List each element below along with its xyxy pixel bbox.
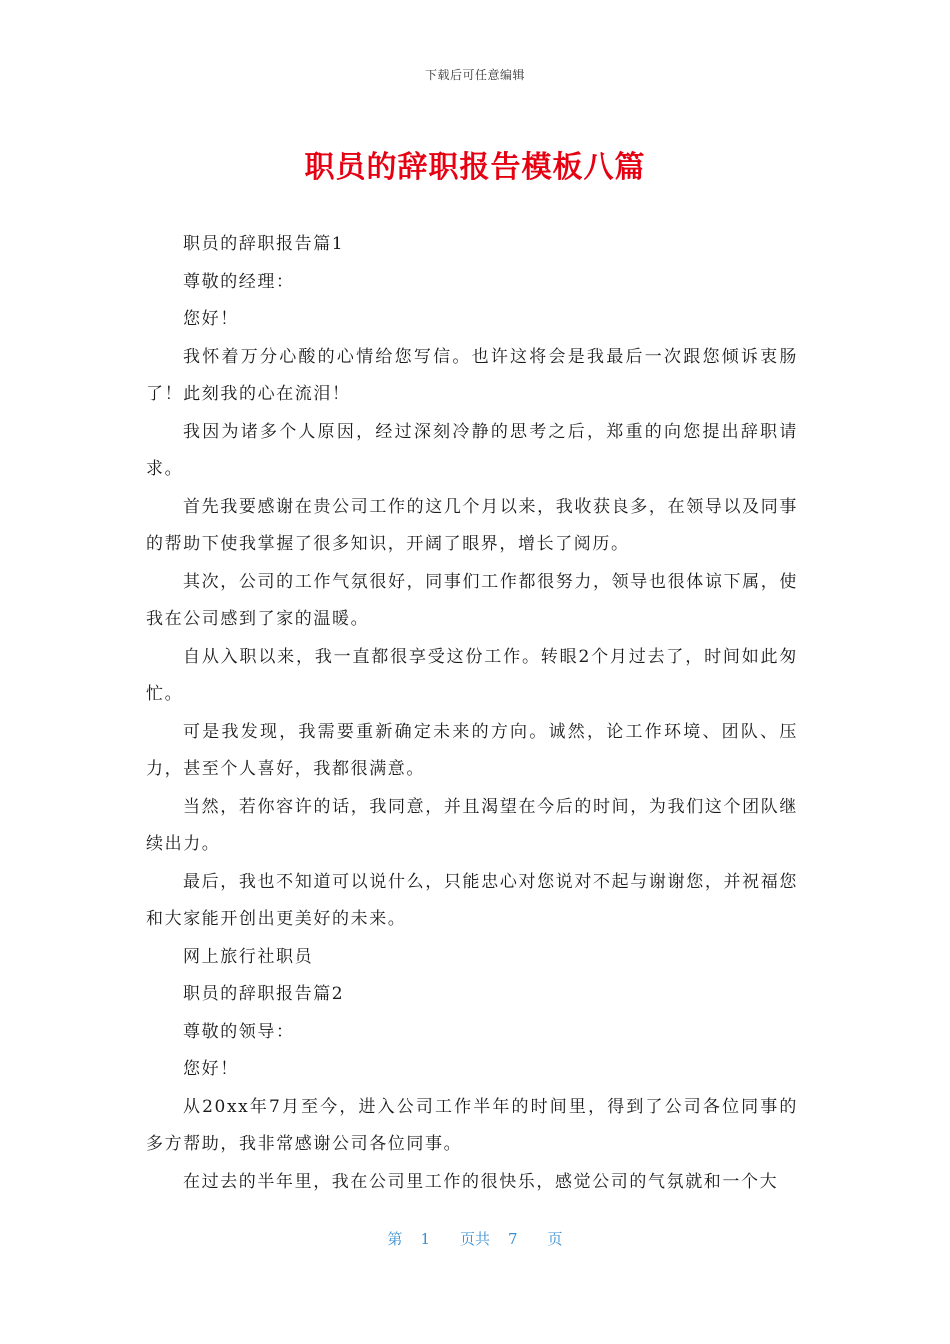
document-body: [146, 226, 798, 1201]
body-paragraph: 其次，公司的工作气氛很好，同事们工作都很努力，领导也很体谅下属，使我在公司感到了家的温暖。: [146, 571, 798, 629]
body-paragraph: 当然，若你容许的话，我同意，并且渴望在今后的时间，为我们这个团队继续出力。: [146, 796, 798, 854]
page-label-prefix: 第: [387, 1230, 403, 1248]
section-heading-2: 职员的辞职报告篇2: [183, 984, 345, 1004]
greeting: 您好！: [183, 1059, 239, 1079]
salutation: 尊敬的领导：: [183, 1021, 295, 1042]
body-paragraph: 首先我要感谢在贵公司工作的这几个月以来，我收获良多，在领导以及同事的帮助下使我掌握了很多知识，开阔了眼界，增长了阅历。: [146, 496, 798, 554]
body-paragraph: 自从入职以来，我一直都很享受这份工作。转眼2个月过去了，时间如此匆忙。: [146, 646, 798, 704]
document-title: 职员的辞职报告模板八篇: [304, 150, 646, 185]
current-page-number: 1: [420, 1230, 430, 1248]
body-paragraph: 我怀着万分心酸的心情给您写信。也许这将会是我最后一次跟您倾诉衷肠了！此刻我的心在流泪！: [146, 346, 798, 404]
salutation: 尊敬的经理：: [183, 271, 295, 292]
header-note: 下载后可任意编辑: [424, 68, 525, 82]
body-paragraph: 在过去的半年里，我在公司里工作的很快乐，感觉公司的气氛就和一个大: [183, 1171, 779, 1192]
page-label-middle: 页共: [459, 1230, 490, 1248]
section-heading-1: 职员的辞职报告篇1: [183, 234, 345, 254]
body-paragraph: 可是我发现，我需要重新确定未来的方向。诚然，论工作环境、团队、压力，甚至个人喜好，我都很满意。: [146, 721, 798, 779]
signature: 网上旅行社职员: [183, 946, 314, 967]
page-label-suffix: 页: [547, 1230, 563, 1248]
total-pages-number: 7: [508, 1230, 518, 1248]
body-paragraph: 我因为诸多个人原因，经过深刻冷静的思考之后，郑重的向您提出辞职请求。: [146, 421, 798, 479]
body-paragraph: 从20xx年7月至今，进入公司工作半年的时间里，得到了公司各位同事的多方帮助，我非常感谢公司各位同事。: [146, 1096, 798, 1154]
page-footer: [0, 1228, 950, 1249]
greeting: 您好！: [183, 309, 239, 329]
body-paragraph: 最后，我也不知道可以说什么，只能忠心对您说对不起与谢谢您，并祝福您和大家能开创出更美好的未来。: [146, 871, 798, 929]
